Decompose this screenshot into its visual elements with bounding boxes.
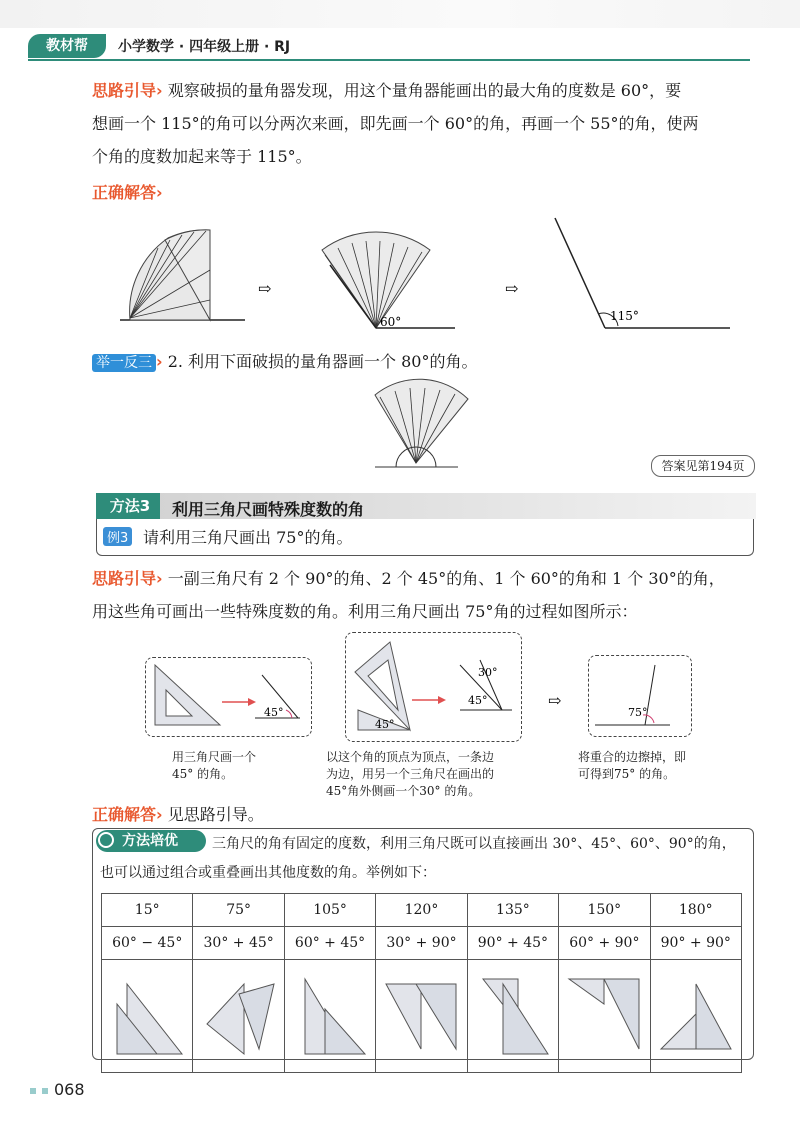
page-dot (30, 1088, 36, 1094)
angle-cell: 135° (467, 894, 558, 927)
hint-line-3: 个角的度数加起来等于 115°。 (92, 147, 312, 166)
hint-paragraph-1: 思路引导› 观察破损的量角器发现，用这个量角器能画出的最大角的度数是 60°，要 想画一个 115°的角可以分两次来画，即先画一个 60°的角，再画一个 55°的角，使两 个角的度数加起来等于 115°。 (92, 81, 699, 166)
tips-line-2: 也可以通过组合或重叠画出其他度数的角。举例如下： (100, 865, 436, 881)
page-dot (42, 1088, 48, 1094)
formula-cell: 60° + 45° (284, 927, 375, 960)
illustration-105 (284, 960, 375, 1073)
angle-combination-table (101, 893, 742, 1073)
angle-cell: 15° (102, 894, 193, 927)
example-tag: 例3 (103, 527, 132, 546)
angle-label-115: 115° (610, 309, 639, 323)
step-caption-3: 将重合的边擦掉，即 可得到75° 的角。 (578, 750, 687, 781)
illustration-180 (650, 960, 741, 1073)
angle-cell: 150° (559, 894, 650, 927)
tips-line-1: 三角尺的角有固定的度数，利用三角尺既可以直接画出 30°、45°、60°、90°的角， (212, 836, 736, 852)
protractor-steps-figure (110, 210, 760, 340)
hint-line-2: 想画一个 115°的角可以分两次来画，即先画一个 60°的角，再画一个 55°的角，使两 (92, 114, 699, 133)
illustration-row (102, 960, 742, 1073)
step-arrow-3: ⇨ (548, 691, 562, 710)
broken-protractor-2 (322, 232, 455, 329)
formula-cell: 30° + 90° (376, 927, 467, 960)
hint-line-1: 观察破损的量角器发现，用这个量角器能画出的最大角的度数是 60°，要 (167, 81, 682, 100)
angle-30: 30° (478, 666, 498, 679)
method-badge: 方法3 (100, 493, 160, 519)
angle-row (102, 894, 742, 927)
angle-45-a: 45° (264, 706, 284, 719)
tips-tag: 方法培优 (96, 830, 206, 852)
angle-75: 75° (628, 706, 648, 719)
angle-45-c: 45° (468, 694, 488, 707)
broken-protractor-1 (120, 230, 245, 320)
formula-cell: 60° + 90° (559, 927, 650, 960)
illustration-150 (559, 960, 650, 1073)
angle-cell: 120° (376, 894, 467, 927)
practice-tag: 举一反三 (92, 354, 156, 372)
formula-row (102, 927, 742, 960)
step-arrow-2: ⇨ (505, 279, 519, 298)
angle-label-60: 60° (380, 315, 402, 329)
answer-reference: 答案见第194页 (651, 455, 755, 477)
angle-115-figure (555, 218, 730, 328)
page-top-strip (0, 0, 800, 28)
set-square-process-figure (140, 630, 700, 745)
book-title: 小学数学 · 四年级上册 · RJ (118, 39, 291, 55)
formula-cell: 30° + 45° (193, 927, 284, 960)
practice-text: 2. 利用下面破损的量角器画一个 80°的角。 (167, 352, 478, 371)
illustration-120 (376, 960, 467, 1073)
example-text: 请利用三角尺画出 75°的角。 (143, 528, 353, 547)
illustration-135 (467, 960, 558, 1073)
answer-line-2: 正确解答› 见思路引导。 (92, 805, 264, 824)
book-badge: 教材帮 (28, 34, 106, 58)
illustration-15 (102, 960, 193, 1073)
angle-cell: 180° (650, 894, 741, 927)
hint-paragraph-2: 思路引导› 一副三角尺有 2 个 90°的角、2 个 45°的角、1 个 60°的角和 1 个 30°的角， 用这些角可画出一些特殊度数的角。利用三角尺画出 75°角的过程如图所示： (92, 569, 725, 621)
answer-label: 正确解答 (92, 183, 157, 202)
step-caption-2: 以这个角的顶点为顶点，一条边 为边，用另一个三角尺在画出的 45°角外侧画一个30° 的角。 (326, 750, 495, 798)
header-divider (28, 59, 750, 61)
formula-cell: 90° + 90° (650, 927, 741, 960)
hint-label-2: 思路引导 (92, 569, 157, 588)
hint-label: 思路引导 (92, 81, 157, 100)
formula-cell: 60° − 45° (102, 927, 193, 960)
page-number: 068 (54, 1080, 85, 1099)
step-caption-1: 用三角尺画一个 45° 的角。 (172, 750, 257, 781)
angle-45-b: 45° (375, 718, 395, 731)
step-arrow-1: ⇨ (258, 279, 272, 298)
hint2-line-2: 用这些角可画出一些特殊度数的角。利用三角尺画出 75°角的过程如图所示： (92, 602, 638, 621)
method-title: 利用三角尺画特殊度数的角 (172, 500, 365, 519)
hint2-line-1: 一副三角尺有 2 个 90°的角、2 个 45°的角、1 个 60°的角和 1 个 30°的角， (167, 569, 725, 588)
illustration-75 (193, 960, 284, 1073)
magnifier-icon (98, 832, 114, 848)
answer-label-2: 正确解答 (92, 805, 157, 824)
practice-line: 举一反三 › 2. 利用下面破损的量角器画一个 80°的角。 (92, 349, 478, 372)
formula-cell: 90° + 45° (467, 927, 558, 960)
angle-cell: 105° (284, 894, 375, 927)
answer-text-2: 见思路引导。 (167, 805, 264, 824)
answer-heading-1: 正确解答› (92, 183, 163, 202)
broken-protractor-80-figure (350, 375, 480, 475)
angle-cell: 75° (193, 894, 284, 927)
